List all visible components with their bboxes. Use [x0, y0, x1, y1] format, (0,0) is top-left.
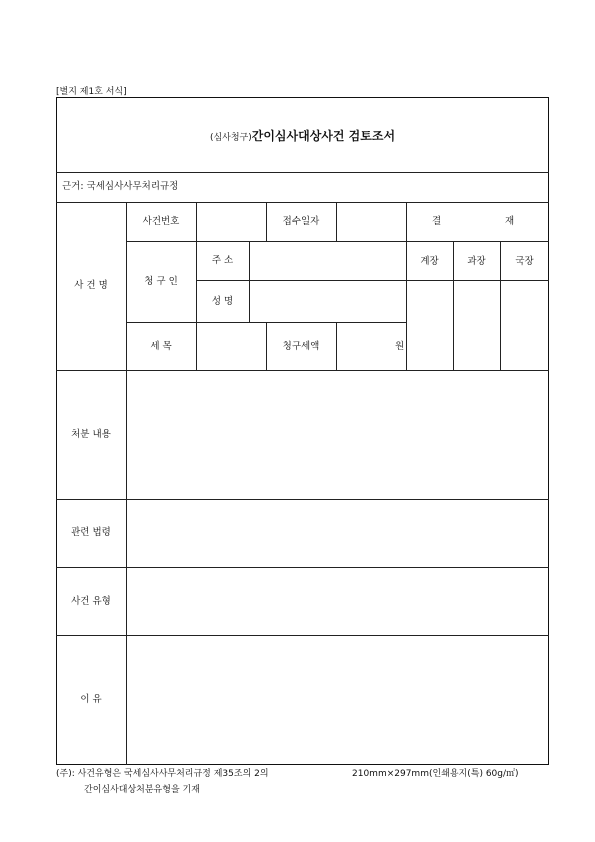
address-label: 주 소: [211, 255, 234, 266]
approval-section-head: 과장: [467, 256, 486, 267]
approval-director-stamp[interactable]: [501, 281, 548, 369]
case-section-label: 사 건 명: [74, 280, 108, 291]
tax-item-label: 세 목: [150, 341, 172, 352]
case-type-label: 사건 유형: [71, 596, 111, 607]
reason-label: 이 유: [80, 694, 102, 705]
reason-field[interactable]: [127, 636, 548, 763]
approval-section-head-stamp[interactable]: [454, 281, 499, 369]
claim-amount-unit: 원: [395, 341, 405, 352]
col-line-3b: [336, 322, 337, 370]
basis-text: 근거: 국세심사사무처리규정: [62, 181, 179, 192]
title-prefix: (심사청구): [209, 133, 252, 143]
laws-label: 관련 법령: [71, 527, 111, 538]
form-label: [별지 제1호 서식]: [56, 87, 127, 97]
col-line-1: [196, 202, 197, 370]
laws-field[interactable]: [127, 500, 548, 566]
col-line-address: [249, 241, 250, 322]
approval-header-right: 재: [505, 216, 515, 227]
approval-chief-stamp[interactable]: [407, 281, 452, 369]
approval-header-left: 결: [432, 216, 442, 227]
divider-row1: [126, 241, 549, 242]
divider-title: [56, 172, 549, 173]
col-line-3a: [336, 202, 337, 241]
receipt-date-label: 접수일자: [282, 216, 320, 227]
footer-note-line2: 간이심사대상처분유형을 기재: [84, 785, 200, 795]
paper-spec: 210mm×297mm(인쇄용지(특) 60g/㎡): [352, 769, 519, 779]
approval-director: 국장: [515, 256, 534, 267]
form-title: [56, 128, 549, 146]
case-number-label: 사건번호: [142, 216, 180, 227]
name-label: 성 명: [211, 296, 234, 307]
claim-amount-label: 청구세액: [282, 341, 320, 352]
disposition-field[interactable]: [127, 371, 548, 499]
divider-basis: [56, 202, 549, 203]
title-main: 간이심사대상사건 검토조서: [251, 129, 396, 143]
case-type-field[interactable]: [127, 568, 548, 634]
footer-note-line1: (주): 사건유형은 국세심사사무처리규정 제35조의 2의: [56, 769, 269, 779]
divider-address: [196, 280, 406, 281]
claimant-label: 청 구 인: [144, 276, 178, 287]
disposition-label: 처분 내용: [71, 429, 111, 440]
approval-chief: 계장: [420, 256, 439, 267]
